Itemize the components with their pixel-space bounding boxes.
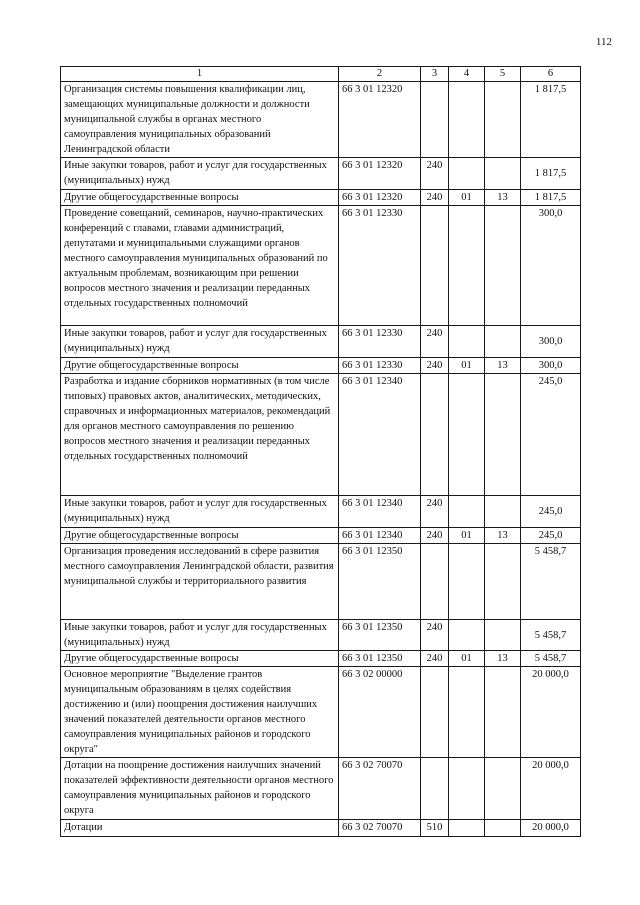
- page-number: 112: [595, 36, 612, 48]
- row-amount: 245,0: [521, 374, 581, 496]
- table-row: [61, 667, 581, 758]
- row-name: Иные закупки товаров, работ и услуг для государственных (муниципальных) нужд: [61, 158, 339, 190]
- header-col-1: 1: [61, 67, 339, 82]
- row-amount: 5 458,7: [521, 544, 581, 620]
- header-row: [61, 67, 581, 82]
- row-code: 66 3 01 12330: [339, 358, 421, 374]
- row-col5: [485, 158, 521, 190]
- row-col5: 13: [485, 528, 521, 544]
- row-code: 66 3 01 12350: [339, 620, 421, 651]
- row-name: Основное мероприятие "Выделение грантов муниципальным образованиям в целях содействия достижению и (или) поощрения достижения наилучших значений показателей деятельности органов местного самоуправления муниципальных районов и городского округа": [61, 667, 339, 758]
- row-col5: 13: [485, 190, 521, 206]
- row-name: Другие общегосударственные вопросы: [61, 358, 339, 374]
- row-name: Организация системы повышения квалификации лиц, замещающих муниципальные должности и должности муниципальной службы в органах местного самоуправления муниципальных образований Ленинградской области: [61, 82, 339, 158]
- table-row: [61, 496, 581, 528]
- row-amount: 300,0: [521, 358, 581, 374]
- row-col3: [421, 206, 449, 326]
- row-col4: 01: [449, 528, 485, 544]
- row-col3: [421, 758, 449, 820]
- row-code: 66 3 01 12320: [339, 190, 421, 206]
- row-amount: 245,0: [521, 496, 581, 528]
- row-code: 66 3 01 12320: [339, 82, 421, 158]
- row-col5: 13: [485, 358, 521, 374]
- row-col5: 13: [485, 651, 521, 667]
- header-col-3: 3: [421, 67, 449, 82]
- row-code: 66 3 01 12330: [339, 326, 421, 358]
- header-col-4: 4: [449, 67, 485, 82]
- budget-table: [60, 66, 581, 837]
- row-name: Организация проведения исследований в сфере развития местного самоуправления Ленинградской области, развития муниципальной службы и территориального развития: [61, 544, 339, 620]
- row-col4: [449, 206, 485, 326]
- row-name: Разработка и издание сборников нормативных (в том числе типовых) правовых актов, аналитических, методических, справочных и информационных материалов, рекомендаций для органов местного самоуправления по решению вопросов местного значения и реализации переданных отдельных государственных полномочий: [61, 374, 339, 496]
- row-code: 66 3 01 12340: [339, 528, 421, 544]
- row-col4: [449, 620, 485, 651]
- table-row: [61, 82, 581, 158]
- row-col5: [485, 544, 521, 620]
- row-col3: [421, 82, 449, 158]
- table-row: [61, 651, 581, 667]
- table-row: [61, 620, 581, 651]
- row-code: 66 3 01 12340: [339, 374, 421, 496]
- table-row: [61, 374, 581, 496]
- table-row: [61, 544, 581, 620]
- row-col4: [449, 820, 485, 837]
- row-code: 66 3 01 12330: [339, 206, 421, 326]
- row-col3: 240: [421, 496, 449, 528]
- row-code: 66 3 02 70070: [339, 820, 421, 837]
- row-amount: 300,0: [521, 326, 581, 358]
- row-col3: 240: [421, 528, 449, 544]
- row-amount: 20 000,0: [521, 820, 581, 837]
- row-col4: [449, 374, 485, 496]
- row-col3: [421, 544, 449, 620]
- row-col4: [449, 544, 485, 620]
- row-col4: [449, 82, 485, 158]
- row-col5: [485, 206, 521, 326]
- row-col4: 01: [449, 358, 485, 374]
- table-row: [61, 358, 581, 374]
- header-col-6: 6: [521, 67, 581, 82]
- row-amount: 5 458,7: [521, 620, 581, 651]
- row-col4: [449, 326, 485, 358]
- header-col-2: 2: [339, 67, 421, 82]
- row-col5: [485, 820, 521, 837]
- row-name: Дотации: [61, 820, 339, 837]
- row-col4: [449, 158, 485, 190]
- row-amount: 1 817,5: [521, 190, 581, 206]
- row-name: Другие общегосударственные вопросы: [61, 190, 339, 206]
- row-amount: 5 458,7: [521, 651, 581, 667]
- row-code: 66 3 02 70070: [339, 758, 421, 820]
- row-col4: 01: [449, 651, 485, 667]
- row-col3: 240: [421, 190, 449, 206]
- row-code: 66 3 01 12320: [339, 158, 421, 190]
- table-row: [61, 528, 581, 544]
- row-name: Другие общегосударственные вопросы: [61, 651, 339, 667]
- row-col5: [485, 496, 521, 528]
- row-code: 66 3 01 12340: [339, 496, 421, 528]
- row-col3: 240: [421, 651, 449, 667]
- row-name: Иные закупки товаров, работ и услуг для государственных (муниципальных) нужд: [61, 496, 339, 528]
- table-row: [61, 206, 581, 326]
- row-code: 66 3 01 12350: [339, 651, 421, 667]
- row-code: 66 3 01 12350: [339, 544, 421, 620]
- header-col-5: 5: [485, 67, 521, 82]
- row-amount: 20 000,0: [521, 758, 581, 820]
- row-name: Иные закупки товаров, работ и услуг для государственных (муниципальных) нужд: [61, 620, 339, 651]
- row-col4: [449, 496, 485, 528]
- row-name: Дотации на поощрение достижения наилучших значений показателей эффективности деятельности органов местного самоуправления муниципальных районов и городского округа: [61, 758, 339, 820]
- row-col3: 510: [421, 820, 449, 837]
- row-amount: 1 817,5: [521, 82, 581, 158]
- row-col4: [449, 758, 485, 820]
- row-col3: 240: [421, 326, 449, 358]
- row-col3: 240: [421, 158, 449, 190]
- row-col5: [485, 758, 521, 820]
- row-amount: 1 817,5: [521, 158, 581, 190]
- row-col5: [485, 82, 521, 158]
- row-col4: [449, 667, 485, 758]
- table-row: [61, 158, 581, 190]
- table-row: [61, 820, 581, 837]
- row-col3: [421, 667, 449, 758]
- row-name: Проведение совещаний, семинаров, научно-практических конференций с главами, главами администраций, депутатами и муниципальными служащими органов местного самоуправления муниципальных образований по актуальным проблемам, возникающим при решении вопросов местного значения и реализации переданных отдельных государственных полномочий: [61, 206, 339, 326]
- row-col5: [485, 620, 521, 651]
- row-amount: 245,0: [521, 528, 581, 544]
- table-row: [61, 190, 581, 206]
- row-name: Иные закупки товаров, работ и услуг для государственных (муниципальных) нужд: [61, 326, 339, 358]
- row-amount: 20 000,0: [521, 667, 581, 758]
- row-col3: 240: [421, 620, 449, 651]
- table-row: [61, 758, 581, 820]
- row-col5: [485, 326, 521, 358]
- row-name: Другие общегосударственные вопросы: [61, 528, 339, 544]
- row-col5: [485, 374, 521, 496]
- row-code: 66 3 02 00000: [339, 667, 421, 758]
- row-amount: 300,0: [521, 206, 581, 326]
- row-col4: 01: [449, 190, 485, 206]
- table-row: [61, 326, 581, 358]
- row-col3: [421, 374, 449, 496]
- row-col3: 240: [421, 358, 449, 374]
- row-col5: [485, 667, 521, 758]
